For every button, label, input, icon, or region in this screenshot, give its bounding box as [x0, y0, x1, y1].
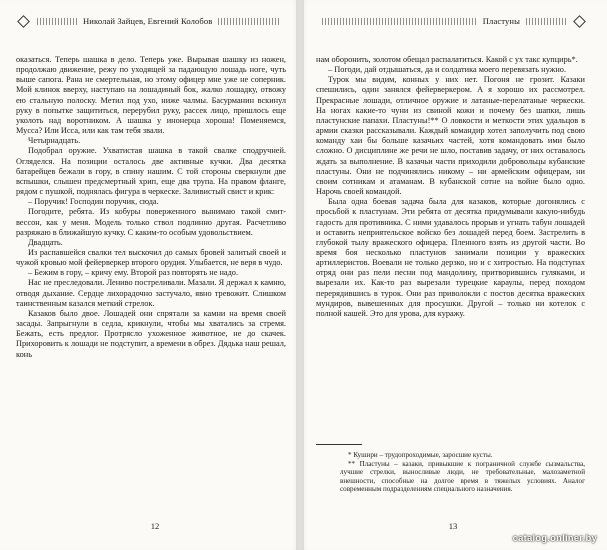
paragraph: – Бежим в гору, – кричу ему. Второй раз повторять не надо. — [28, 268, 239, 278]
header-rule — [218, 18, 280, 25]
footnote: ** Пластуны – казаки, привыкшие к пограничной службе сызмальства, лучшие стрелки, выносливые люди, не требовательные, малозаметной внешности, способные на долгое время в тяжелых условиях. Аналог современным подразделениям специального назначения. — [340, 459, 585, 494]
header-rule — [526, 18, 566, 25]
running-header-title: Пластуны — [482, 16, 520, 26]
footnotes — [340, 451, 585, 494]
body-text-right — [316, 55, 585, 319]
paragraph: Двадцать. — [28, 237, 63, 247]
paragraph: – Погоди, дай отдышаться, да и солдатика моего перевязать нужно. — [328, 65, 567, 75]
page-number-left: 12 — [150, 521, 160, 531]
paragraph: Погодите, ребята. Из кобуры поверженного вынимаю такой смит-вессон, как у меня. Модель только ствол подлинно другая. Расчетливо разряжаю в ближайшую кучку. С каким-то особым удовольствием. — [16, 207, 286, 237]
header-ornament-icon — [17, 15, 30, 28]
header-rule — [37, 18, 77, 25]
book-gutter — [296, 0, 304, 550]
right-page — [300, 0, 607, 550]
header-ornament-icon — [573, 15, 586, 28]
paragraph: Четырнадцать. — [28, 136, 81, 146]
paragraph: нaм оборонить, золотом обещал распалатиться. Какой с ух такс купцирь*. — [316, 55, 578, 64]
paragraph: оказаться. Теперь шашка в дело. Теперь уже. Вырывая шашку из ножен, продолжаю движение, режу по уходящей за падающую лошадь ноге, чуть выше сапога. Рана не смертельная, но этому офицер мне уже не соперник. Мой клинок вверху, наступаю на лошадиный бок, жалко лошадку, отвожу ею стальную полоску. Метил под ухо, ниже чалмы. Басурманин вскинул руку в попытке защититься, перерубил руку, рассек лицо, пришлось еще уколоть над воротником. А шашка у инонерца хороша! Поменяемся, Мусса? Или Исса, или как там тебя звали. — [16, 55, 286, 136]
body-text-left — [16, 55, 286, 360]
paragraph: Казаков было двое. Лошадей они спрятали за камни на время своей засады. Запрыгнули в седла, крикнули, чтобы мы хватались за стремя. Бежать, есть предлог. Протрясло ухоженное животное, не до скачек. Прихоровить к лошади не подступит, а времени в обрез. Дядька наш решал, конь — [16, 308, 286, 359]
paragraph: – Поручик! Господин поручик, сюда. — [28, 197, 159, 207]
footnote-divider — [316, 444, 362, 445]
page-number-right: 13 — [448, 521, 458, 531]
paragraph: Из распавшейся свалки тел выскочил до самых бровей залитый своей и чужой кровью мой фейерверкер второго орудия. Улыбается, не веря в чудо. — [16, 247, 286, 268]
footnote: * Кушири – трудопроходимые, заросшие кусты. — [348, 451, 493, 459]
watermark: catalog.onliner.by — [512, 533, 597, 544]
running-header-right — [316, 14, 587, 28]
running-header-left — [16, 14, 286, 28]
paragraph: Подобрал оружие. Ухватистая шашка в такой свалке сподручней. Огляделся. На позиции осталось две активные кучки. Два десятка батарейцев бежали в гору, в спину нашим. С той стороны сверкнули две вспышки, слышен предсмертный хрип, еще два трупа. На правом фланге, рядом с пушкой, поднялась фигура в черкеске. Заливистый свист и крик: — [16, 146, 286, 197]
paragraph: Турок мы видим, конных у них нет. Погоня не грозит. Казаки спешились, один занялся фейерверкером. А я хорошо их рассмотрел. Прекрасные лошади, отличное оружие и латаные-перелатаные черкески. На ногах какие-то чуни из свиной кожи и почему без шапки, лишь пластунские папахи. Пластуны!** О ловкости и меткости этих удальцов в армии сказки рассказывали. Каждый командир хотел заполучить под свою команду хаи бы больше казачьих частей, хотя командовать ими было сложно. О дисциплине же речи не шло, поставив задачу, от них оставалось ждать за выполнение. В казачьи части приходили добровольцы кубанские пластуны. Они не подчинялись никому – ни армейским офицерам, ни своим сотникам и атаманам. В кубанской сотне на войне было одно. Нарочь своей командой. — [316, 75, 585, 197]
paragraph: Была одна боевая задача была для казаков, которые догонялись с просьбой к пластунам. Эти ребята от десятка придумывали какую-нибудь гадость для противника. С ними удавалось прорыв и угнать табун лошадей и оставить неприятельское войско без лошадей перед боем. Застрелить в глубокой тылу вражеского офицера. Пленного взять из другой части. Во время боя несколько пластунов занимали позиции у вражеских артиллеристов. Воевали не только дерзко, но и с хитростью. На подступах отряд они раз пели песни под мандолину, притворившись гуляками, и вырезали их. Как-то раз вырезали турецкие караулы, перед походом перерядившись в турок. Они раз приволокли с постов десятка вражеских мундиров, вывешенных для просушки. Другой – только ни котелок с полной кашей. Это для урова, для куражу. — [316, 197, 585, 318]
paragraph: Нас не преследовали. Лениво постреливали. Мазали. Я держал к камню, отводя дыхание. Сердце лихорадочно застучало, явно тревожит. Слишком таинственным казался меткий стрелок. — [16, 278, 286, 308]
left-page — [0, 0, 300, 550]
running-header-author: Николай Зайцев, Евгений Колобов — [83, 16, 213, 26]
header-rule — [322, 18, 477, 25]
